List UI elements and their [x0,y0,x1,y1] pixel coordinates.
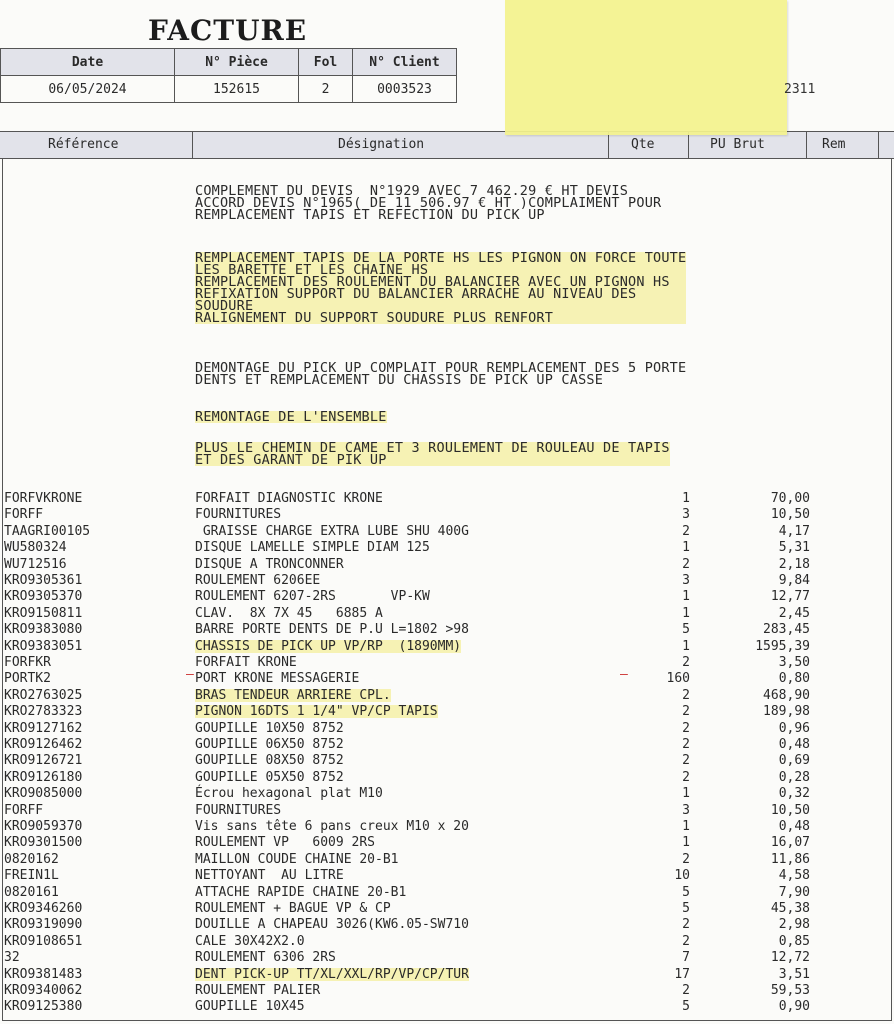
line-designation: ROULEMENT 6306 2RS [195,950,336,966]
col-qte: Qte [631,137,655,152]
line-quantity: 2 [682,523,690,539]
date-value: 06/05/2024 [1,76,175,103]
line-reference: KRO9150811 [4,605,83,621]
line-reference: FORFVKRONE [4,491,83,506]
line-quantity: 2 [682,933,690,949]
fol-label: Fol [299,49,353,76]
line-unit-price: 1595,39 [755,638,810,654]
line-reference: 32 [4,950,20,966]
line-reference: FREIN1L [4,868,59,884]
line-designation: DOUILLE A CHAPEAU 3026(KW6.05-SW710 [195,917,469,933]
line-designation: BARRE PORTE DENTS DE P.U L=1802 >98 [195,622,469,638]
line-designation: ROULEMENT VP 6009 2RS [195,835,376,851]
description-paragraph: PLUS LE CHEMIN DE CAME ET 3 ROULEMENT DE ROULEAU DE TAPIS ET DES GARANT DE PIK UP [195,440,670,468]
line-unit-price: 59,53 [770,983,810,998]
line-quantity: 1 [682,605,690,621]
invoice-header-table [0,48,457,103]
line-unit-price: 0,90 [778,999,810,1015]
line-unit-price: 0,80 [778,671,810,687]
sticky-peek-text: 2311 [784,82,816,97]
line-quantity: 2 [682,753,690,769]
line-unit-price: 16,07 [770,835,810,851]
line-reference: KRO9301500 [4,835,83,851]
line-quantity: 1 [682,589,690,605]
line-unit-price: 0,48 [778,737,810,752]
line-reference: PORTK2 [4,671,51,687]
line-unit-price: 70,00 [770,491,810,506]
line-designation: NETTOYANT AU LITRE [195,868,344,884]
line-reference: KRO9108651 [4,933,83,949]
line-reference: KRO2763025 [4,687,83,703]
line-quantity: 5 [682,622,690,638]
line-designation: GRAISSE CHARGE EXTRA LUBE SHU 400G [195,523,469,539]
line-quantity: 3 [682,802,690,818]
line-quantity: 1 [682,638,690,654]
line-unit-price: 12,72 [770,950,810,966]
line-quantity: 1 [682,835,690,851]
line-quantity: 7 [682,950,690,966]
line-reference: KRO9305361 [4,573,83,588]
line-unit-price: 468,90 [763,687,810,703]
line-reference: KRO9383051 [4,638,83,654]
line-quantity: 10 [674,868,690,884]
col-designation: Désignation [338,137,425,152]
line-designation: CALE 30X42X2.0 [195,933,305,949]
line-designation: ATTACHE RAPIDE CHAINE 20-B1 [195,884,407,900]
line-quantity: 2 [682,851,690,867]
line-quantity: 1 [682,540,690,556]
line-reference: KRO9125380 [4,999,83,1015]
line-designation: DISQUE A TRONCONNER [195,556,344,572]
line-unit-price: 0,28 [778,769,810,785]
line-reference: KRO9126721 [4,753,83,769]
line-reference: FORFKR [4,655,51,670]
line-reference: FORFF [4,507,44,523]
line-designation: DISQUE LAMELLE SIMPLE DIAM 125 [195,540,430,556]
document-title: FACTURE [148,14,308,47]
line-designation: CLAV. 8X 7X 45 6885 A [195,605,383,621]
line-designation: PIGNON 16DTS 1 1/4" VP/CP TAPIS [195,704,438,720]
line-designation: FORFAIT DIAGNOSTIC KRONE [195,491,383,506]
line-designation: CHASSIS DE PICK UP VP/RP (1890MM) [195,638,462,654]
line-quantity: 3 [682,573,690,588]
line-quantity: 5 [682,884,690,900]
line-quantity: 1 [682,819,690,834]
line-reference: KRO9346260 [4,901,83,916]
line-designation: GOUPILLE 10X50 8752 [195,720,344,736]
line-unit-price: 0,48 [778,819,810,834]
line-quantity: 5 [682,999,690,1015]
column-header-row [0,131,894,159]
line-unit-price: 10,50 [770,507,810,523]
line-reference: KRO9381483 [4,966,83,982]
line-reference: KRO9126462 [4,737,83,752]
line-unit-price: 4,17 [778,523,810,539]
line-designation: GOUPILLE 10X45 [195,999,305,1015]
line-reference: FORFF [4,802,44,818]
line-quantity: 2 [682,737,690,752]
col-rem: Rem [822,137,846,152]
line-unit-price: 189,98 [763,704,810,720]
line-unit-price: 283,45 [763,622,810,638]
line-quantity: 1 [682,786,690,802]
line-unit-price: 4,58 [778,868,810,884]
col-reference: Référence [48,137,119,152]
line-quantity: 2 [682,983,690,998]
line-unit-price: 9,84 [778,573,810,588]
handwritten-dash-mark: – [620,667,628,682]
line-quantity: 2 [682,769,690,785]
line-designation: ROULEMENT 6207-2RS VP-KW [195,589,430,605]
line-designation: MAILLON COUDE CHAINE 20-B1 [195,851,399,867]
line-quantity: 2 [682,917,690,933]
line-quantity: 5 [682,901,690,916]
line-quantity: 2 [682,655,690,670]
line-reference: KRO9126180 [4,769,83,785]
line-reference: WU712516 [4,556,67,572]
line-reference: 0820162 [4,851,59,867]
line-unit-price: 0,96 [778,720,810,736]
line-reference: KRO9085000 [4,786,83,802]
piece-value: 152615 [175,76,299,103]
line-designation: Vis sans tête 6 pans creux M10 x 20 [195,819,469,834]
line-designation: GOUPILLE 08X50 8752 [195,753,344,769]
line-unit-price: 0,32 [778,786,810,802]
handwritten-dash-mark: – [186,667,194,682]
line-quantity: 1 [682,491,690,506]
description-paragraph: REMONTAGE DE L'ENSEMBLE [195,409,387,425]
line-unit-price: 2,45 [778,605,810,621]
line-unit-price: 3,50 [778,655,810,670]
line-unit-price: 12,77 [770,589,810,605]
line-reference: WU580324 [4,540,67,556]
line-reference: 0820161 [4,884,59,900]
line-quantity: 2 [682,704,690,720]
line-reference: KRO9319090 [4,917,83,933]
line-reference: TAAGRI00105 [4,523,91,539]
line-designation: BRAS TENDEUR ARRIERE CPL. [195,687,391,703]
line-reference: KRO2783323 [4,704,83,720]
sticky-note [505,0,787,135]
client-label: N° Client [353,49,457,76]
line-unit-price: 0,69 [778,753,810,769]
line-reference: KRO9127162 [4,720,83,736]
fol-value: 2 [299,76,353,103]
col-pu-brut: PU Brut [710,137,765,152]
line-designation: PORT KRONE MESSAGERIE [195,671,360,687]
line-designation: Écrou hexagonal plat M10 [195,786,383,802]
line-designation: FOURNITURES [195,507,282,523]
line-unit-price: 45,38 [770,901,810,916]
line-designation: ROULEMENT + BAGUE VP & CP [195,901,391,916]
line-designation: GOUPILLE 06X50 8752 [195,737,344,752]
description-paragraph: REMPLACEMENT TAPIS DE LA PORTE HS LES PIGNON ON FORCE TOUTE LES BARETTE ET LES CHAINE HS REMPLACEMENT DES ROULEMENT DU BALANCIER AVEC UN PIGNON HS REFIXATION SUPPORT DU BALANCIER ARRACHE AU NIVEAU DES SOUDURE RALIGNEMENT DU SUPPORT SOUDURE PLUS RENFORT [195,250,687,326]
line-designation: ROULEMENT 6206EE [195,573,321,588]
line-quantity: 2 [682,687,690,703]
line-quantity: 2 [682,556,690,572]
line-unit-price: 2,18 [778,556,810,572]
line-unit-price: 0,85 [778,933,810,949]
client-value: 0003523 [353,76,457,103]
line-unit-price: 11,86 [770,851,810,867]
line-designation: GOUPILLE 05X50 8752 [195,769,344,785]
date-label: Date [1,49,175,76]
line-reference: KRO9305370 [4,589,83,605]
description-paragraph: DEMONTAGE DU PICK UP COMPLAIT POUR REMPLACEMENT DES 5 PORTE DENTS ET REMPLACEMENT DU CHASSIS DE PICK UP CASSE [195,360,687,388]
line-designation: ROULEMENT PALIER [195,983,321,998]
line-quantity: 2 [682,720,690,736]
line-unit-price: 7,90 [778,884,810,900]
piece-label: N° Pièce [175,49,299,76]
line-unit-price: 10,50 [770,802,810,818]
line-reference: KRO9059370 [4,819,83,834]
line-unit-price: 2,98 [778,917,810,933]
line-quantity: 160 [666,671,690,687]
line-reference: KRO9340062 [4,983,83,998]
line-unit-price: 5,31 [778,540,810,556]
line-designation: DENT PICK-UP TT/XL/XXL/RP/VP/CP/TUR [195,966,469,982]
line-quantity: 17 [674,966,690,982]
line-reference: KRO9383080 [4,622,83,638]
line-designation: FORFAIT KRONE [195,655,297,670]
description-paragraph: COMPLEMENT DU DEVIS N°1929 AVEC 7 462.29 € HT DEVIS ACCORD DEVIS N°1965( DE 11 506.97 € HT )COMPLAIMENT POUR REMPLACEMENT TAPIS ET REFECTION DU PICK UP [195,183,662,223]
line-unit-price: 3,51 [778,966,810,982]
line-designation: FOURNITURES [195,802,282,818]
line-quantity: 3 [682,507,690,523]
